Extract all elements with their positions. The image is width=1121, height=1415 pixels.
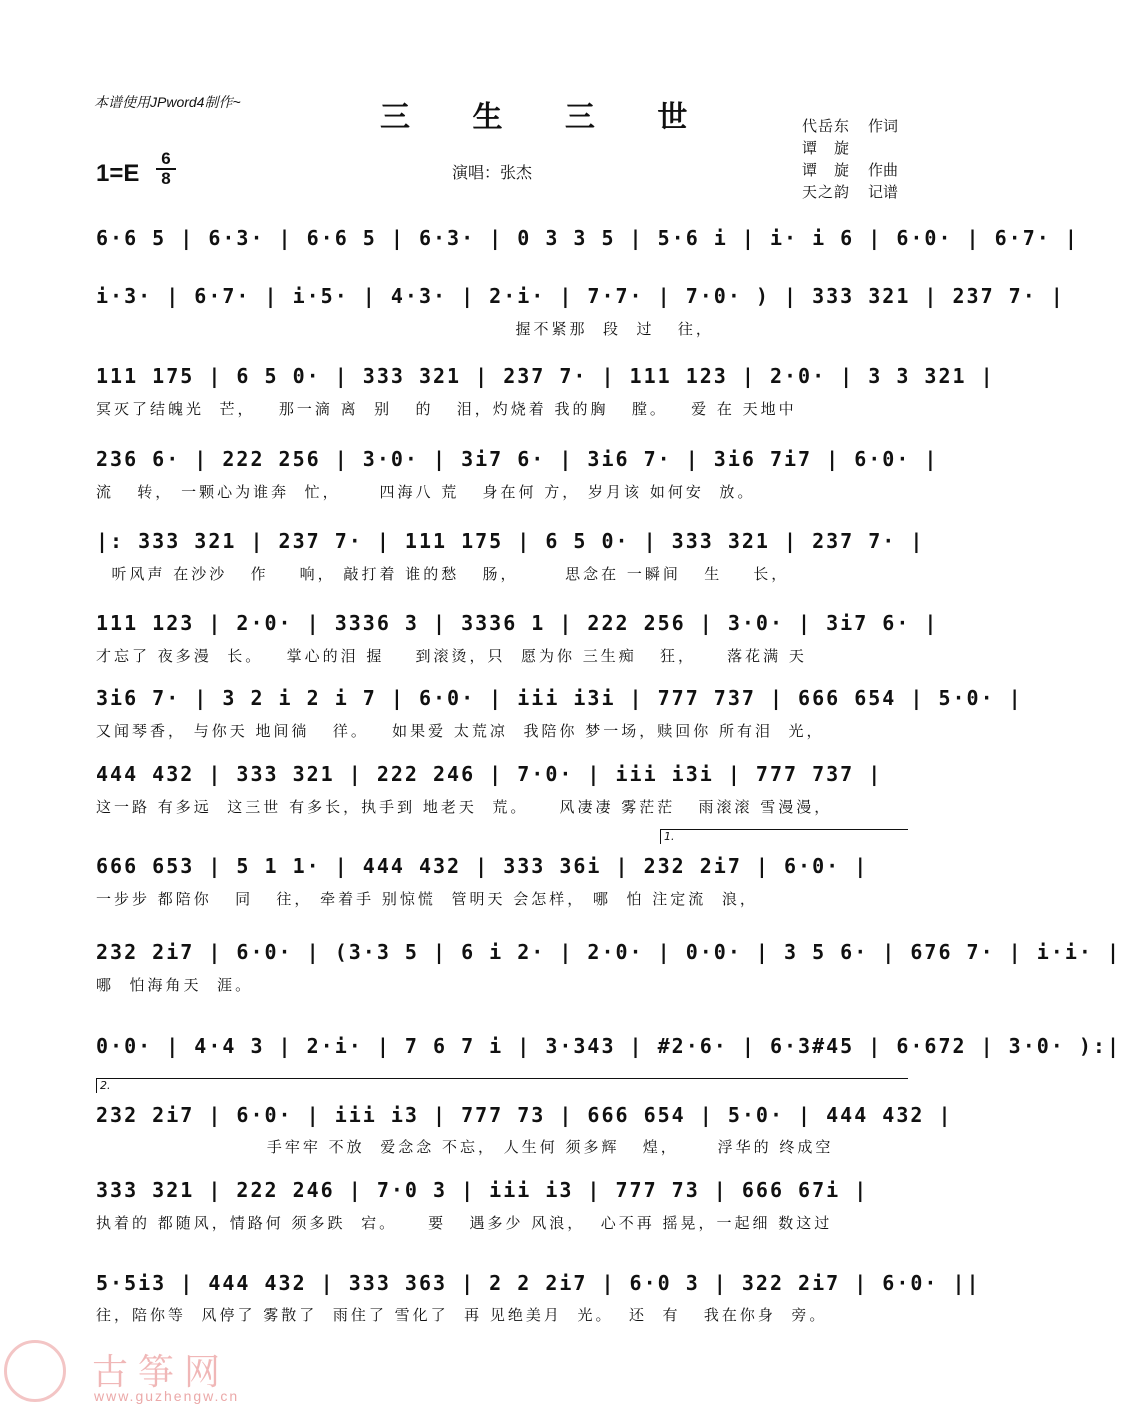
time-signature [156,151,176,187]
lyrics-line-2: 握不紧那 段 过 往， [96,320,714,338]
notation-line-11: 0·0· | 4·4 3 | 2·i· | 7 6 7 i | 3·343 | #2·6· | 6·3#45 | 6·672 | 3·0· ):| [96,1034,1121,1058]
credit-name: 谭 旋 [802,161,851,179]
singer: 演唱：张杰 [452,163,533,182]
notation-line-12: 232 2i7 | 6·0· | iii i3 | 777 73 | 666 654 | 5·0· | 444 432 | [96,1103,953,1127]
credit-role: 作曲 [868,161,899,179]
song-title: 三 生 三 世 [380,100,714,135]
watermark-url: www.guzhengw.cn [94,1388,240,1404]
notation-line-10: 232 2i7 | 6·0· | (3·3 5 | 6 i 2· | 2·0· | 0·0· | 3 5 6· | 676 7· | i·i· | [96,940,1121,964]
volta-second: 2. [96,1078,908,1093]
credit-role: 作词 [868,117,899,135]
notation-line-5: |: 333 321 | 237 7· | 111 175 | 6 5 0· | 333 321 | 237 7· | [96,529,925,553]
lyrics-line-13: 执着的 都随风，情路何 须多跌 宕。 要 遇多少 风浪， 心不再 摇晃，一起细 数这过 [96,1214,833,1232]
credit-row [802,115,898,137]
lyrics-line-10: 哪 怕海角天 涯。 [96,976,254,994]
volta-first: 1. [660,829,908,844]
time-bottom: 8 [161,169,171,188]
credit-name: 天之韵 [802,183,851,201]
lyrics-line-5: 听风声 在沙沙 作 响， 敲打着 谁的愁 肠， 思念在 一瞬间 生 长， [96,565,790,583]
credit-row [802,137,898,159]
lyrics-line-9: 一步步 都陪你 同 往， 牵着手 别惊慌 管明天 会怎样， 哪 怕 注定流 浪， [96,890,758,908]
lyrics-line-12: 手牢牢 不放 爱念念 不忘， 人生何 须多辉 煌， 浮华的 终成空 [96,1138,834,1156]
lyrics-line-6: 才忘了 夜多漫 长。 掌心的泪 握 到滚烫，只 愿为你 三生痴 狂， 落花满 天 [96,647,807,665]
time-top: 6 [161,149,171,168]
credit-row [802,159,898,181]
watermark-text: 古筝网 [92,1352,231,1393]
notation-line-13: 333 321 | 222 246 | 7·0 3 | iii i3 | 777 73 | 666 67i | [96,1178,869,1202]
lyrics-line-3: 冥灭了结魄光 芒， 那一滴 离 别 的 泪，灼烧着 我的胸 膛。 爱 在 天地中 [96,400,797,418]
made-with-note: 本谱使用JPword4制作~ [94,94,241,110]
notation-line-14: 5·5i3 | 444 432 | 333 363 | 2 2 2i7 | 6·0 3 | 322 2i7 | 6·0· || [96,1271,981,1295]
notation-line-7: 3i6 7· | 3 2 i 2 i 7 | 6·0· | iii i3i | 777 737 | 666 654 | 5·0· | [96,686,1023,710]
lyrics-line-8: 这一路 有多远 这三世 有多长，执手到 地老天 荒。 风凄凄 雾茫茫 雨滚滚 雪漫漫， [96,798,833,816]
notation-line-9: 666 653 | 5 1 1· | 444 432 | 333 36i | 232 2i7 | 6·0· | [96,854,869,878]
key-signature: 1=E [96,160,140,187]
lyrics-line-7: 又闻琴香， 与你天 地间徜 徉。 如果爱 太荒凉 我陪你 梦一场，赎回你 所有泪 光， [96,722,825,740]
notation-line-2: i·3· | 6·7· | i·5· | 4·3· | 2·i· | 7·7· | 7·0· ) | 333 321 | 237 7· | [96,284,1065,308]
notation-line-3: 111 175 | 6 5 0· | 333 321 | 237 7· | 111 123 | 2·0· | 3 3 321 | [96,364,995,388]
credit-role: 记谱 [868,183,899,201]
notation-line-8: 444 432 | 333 321 | 222 246 | 7·0· | iii i3i | 777 737 | [96,762,883,786]
notation-line-1: 6·6 5 | 6·3· | 6·6 5 | 6·3· | 0 3 3 5 | 5·6 i | i· i 6 | 6·0· | 6·7· | [96,226,1079,250]
credit-name: 代岳东 [802,117,851,135]
watermark-logo-icon [4,1340,66,1402]
credit-name: 谭 旋 [802,139,851,157]
credit-row [802,181,898,203]
lyrics-line-14: 往，陪你等 风停了 雾散了 雨住了 雪化了 再 见绝美月 光。 还 有 我在你身 旁。 [96,1306,828,1324]
credits [802,115,898,203]
notation-line-4: 236 6· | 222 256 | 3·0· | 3i7 6· | 3i6 7· | 3i6 7i7 | 6·0· | [96,447,939,471]
notation-line-6: 111 123 | 2·0· | 3336 3 | 3336 1 | 222 256 | 3·0· | 3i7 6· | [96,611,939,635]
lyrics-line-4: 流 转， 一颗心为谁奔 忙， 四海八 荒 身在何 方， 岁月该 如何安 放。 [96,483,756,501]
